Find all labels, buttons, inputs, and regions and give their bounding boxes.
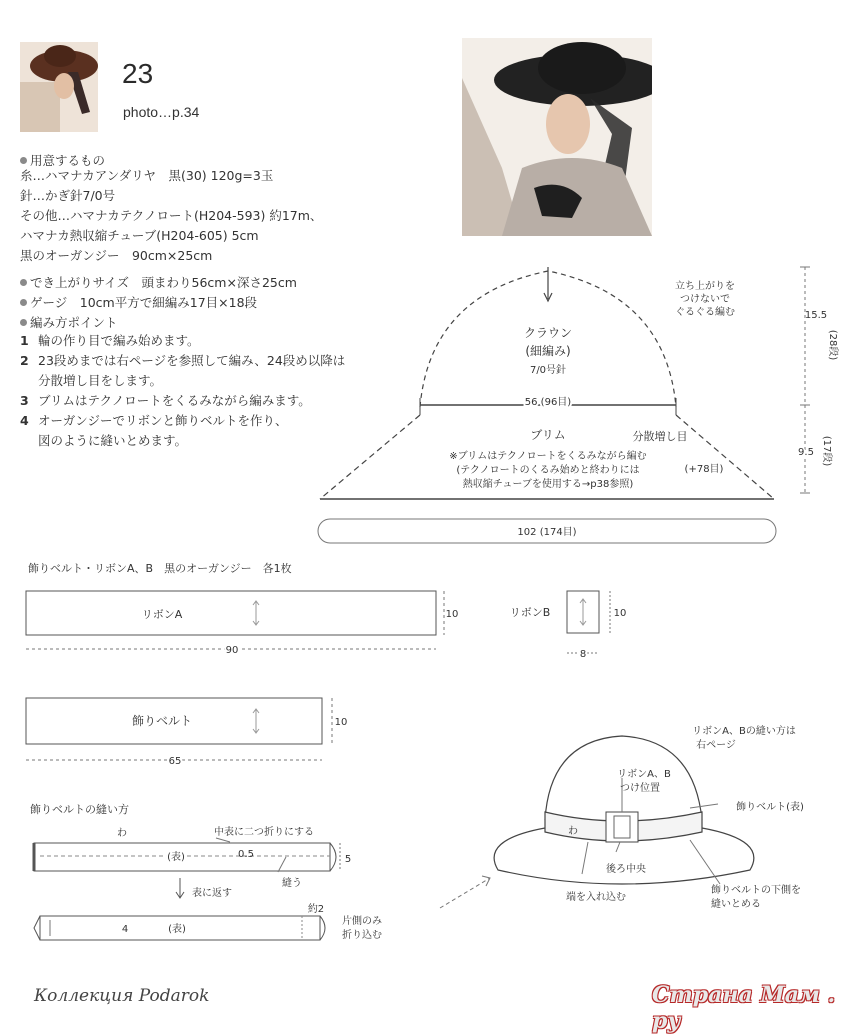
brim-increase: 分散増し目 (632, 430, 688, 443)
brim-left-edge (320, 415, 420, 499)
bullet-dot (20, 299, 27, 306)
crown-stitch: (細編み) (525, 344, 571, 358)
belt-fold-height: 5 (344, 854, 352, 865)
brim-right-edge (676, 415, 774, 499)
point-item: 2 23段めまでは右ページを参照して編み、24段め以降は (20, 353, 346, 368)
fold-note: 中表に二つ折りにする (214, 827, 314, 838)
pattern-number: 23 (122, 58, 154, 89)
materials-line: ハマナカ熱収縮チューブ(H204-605) 5cm (20, 228, 259, 243)
back-center-label: 後ろ中央 (606, 864, 646, 875)
points-heading: 編み方ポイント (20, 313, 118, 331)
point-item: 4 オーガンジーでリボンと飾りベルトを作り、 (20, 413, 288, 428)
ribbon-note: リボンA、Bの縫い方は (692, 726, 796, 737)
one-side-note: 折り込む (342, 930, 382, 941)
assembly-diagram (420, 720, 850, 970)
bullet-dot (20, 157, 27, 164)
materials-list (20, 166, 322, 266)
attach-label: リボンA、B (617, 769, 671, 780)
turn-label: 表に返す (192, 888, 232, 899)
crown-rows: (28段) (827, 329, 838, 361)
wa-label: わ (117, 828, 127, 839)
ribbon-a-width: 90 (225, 645, 239, 656)
outside-label: (表) (168, 924, 186, 935)
sew-bottom-label: 飾りベルトの下側を (711, 885, 801, 896)
brim-plus: (+78目) (684, 464, 724, 475)
hat-schematic (300, 255, 840, 555)
materials-line: 針…かぎ針7/0号 (20, 188, 116, 203)
rise-note: つけないで (680, 294, 730, 305)
point-item: 図のように縫いとめます。 (38, 433, 188, 448)
photo-reference: photo…p.34 (123, 104, 200, 120)
hook-size: 7/0号針 (529, 365, 567, 376)
ribbon-b-width: 8 (579, 649, 587, 660)
materials-line: その他…ハマナカテクノロート(H204-593) 約17m、 (20, 208, 323, 223)
materials-heading: 用意するもの (20, 151, 105, 169)
sew-bottom-label: 縫いとめる (711, 899, 761, 910)
bullet-dot (20, 279, 27, 286)
width-four: 4 (121, 924, 129, 935)
brim-note: 熱収縮チューブを使用する→p38参照) (462, 479, 634, 490)
sew-label: 縫う (282, 878, 302, 889)
point-item: 1 輪の作り目で編み始めます。 (20, 333, 200, 348)
rise-note: 立ち上がりを (675, 281, 735, 292)
points-list (20, 331, 345, 451)
ribbon-note: 右ページ (696, 740, 736, 751)
gauge: ゲージ 10cm平方で細編み17目×18段 (20, 293, 257, 311)
assembly-wa: わ (568, 826, 578, 837)
finished-size: でき上がりサイズ 頭まわり56cm×深さ25cm (20, 273, 297, 291)
sewing-heading: 飾りベルトの縫い方 (30, 803, 129, 816)
brim-height: 9.5 (798, 447, 814, 458)
hat-photo (462, 38, 652, 236)
brim-note: (テクノロートのくるみ始めと終わりには (456, 465, 640, 476)
materials-line: 糸…ハマナカアンダリヤ 黒(30) 120g=3玉 (20, 168, 274, 183)
band-width-label: 56 (96目) (524, 397, 572, 408)
hat-photo-thumbnail (20, 42, 98, 132)
inside-label: (表) (167, 852, 185, 863)
one-side-note: 片側のみ (342, 916, 382, 927)
crown-height: 15.5 (804, 310, 828, 321)
tuck-end-label: 端を入れ込む (566, 892, 626, 903)
site-watermark: Страна Мам . ру (652, 982, 836, 1034)
belt-face-label: 飾りベルト(表) (736, 802, 804, 813)
belt-sewing-diagram (30, 818, 390, 958)
brim-label: ブリム (530, 428, 566, 442)
bullet-dot (20, 319, 27, 326)
ribbon-b-height: 10 (613, 608, 627, 619)
crown-label: クラウン (523, 326, 573, 340)
attach-label: つけ位置 (620, 783, 660, 794)
ribbon-a-rect (26, 591, 436, 635)
brim-rows: (17段) (821, 435, 832, 467)
brim-note: ※ブリムはテクノロートをくるみながら編む (449, 451, 647, 462)
belt-label: 飾りベルト (131, 714, 193, 728)
ribbon-b-label: リボンB (509, 606, 551, 619)
point-item: 分散増し目をします。 (38, 373, 163, 388)
rise-note: ぐるぐる編む (675, 307, 735, 318)
materials-line: 黒のオーガンジー 90cm×25cm (20, 248, 213, 263)
ribbons-heading: 飾りベルト・リボンA、B 黒のオーガンジー 各1枚 (28, 562, 292, 575)
belt-height: 10 (334, 717, 348, 728)
ribbon-a-label: リボンA (141, 608, 183, 621)
brim-width-label: 102 (174目) (517, 527, 577, 538)
approx-label: 約2 (307, 904, 325, 915)
seam-allowance: 0.5 (238, 849, 254, 860)
belt-width: 65 (168, 756, 182, 767)
point-item: 3 ブリムはテクノロートをくるみながら編みます。 (20, 393, 311, 408)
collection-signature: Коллекция Podarok (34, 986, 210, 1006)
ribbon-a-height: 10 (445, 609, 459, 620)
